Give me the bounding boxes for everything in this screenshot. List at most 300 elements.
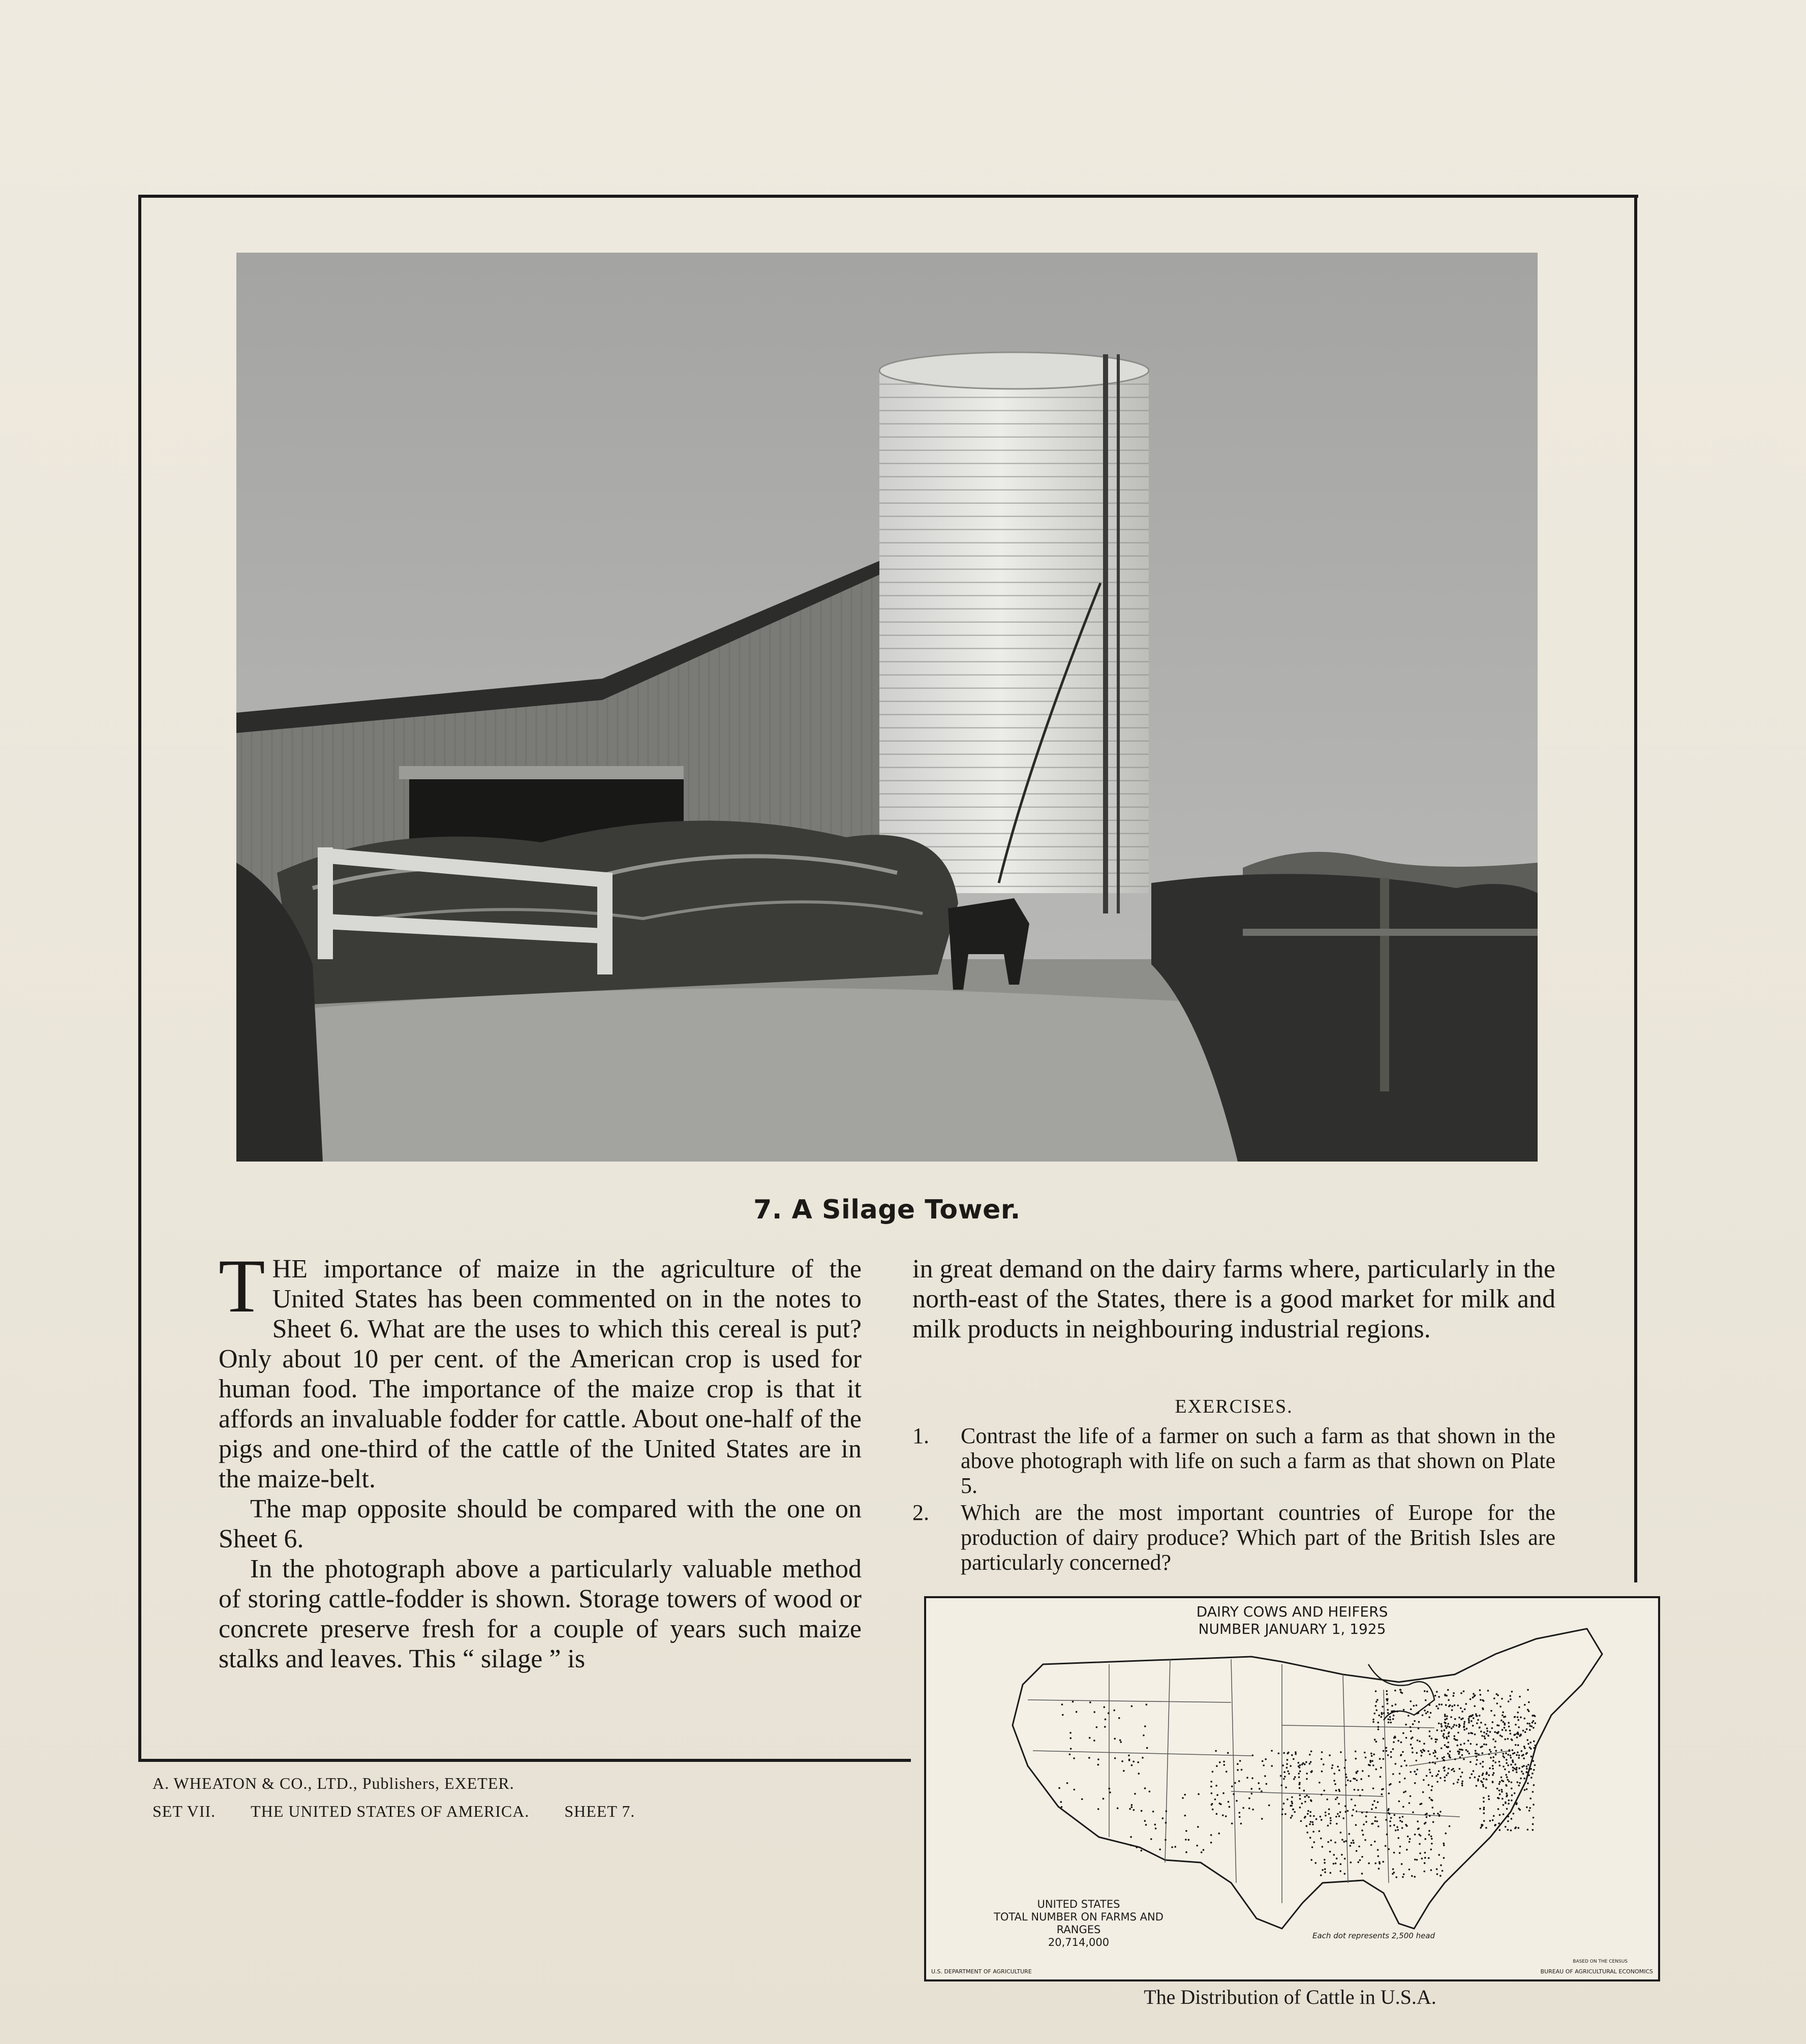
map-dot <box>1344 1759 1346 1761</box>
map-dot <box>1368 1764 1370 1766</box>
map-dot <box>1386 1834 1388 1836</box>
map-dot <box>1350 1862 1352 1864</box>
map-dot <box>1336 1857 1338 1859</box>
map-title-line-2: NUMBER JANUARY 1, 1925 <box>1198 1621 1386 1637</box>
map-dot <box>1403 1791 1405 1793</box>
map-dot <box>1508 1781 1510 1783</box>
map-dot <box>1283 1771 1285 1773</box>
map-dot <box>1465 1703 1467 1705</box>
map-dot <box>1473 1717 1475 1719</box>
map-dot <box>1493 1815 1495 1817</box>
map-dot <box>1419 1852 1421 1854</box>
map-dot <box>1320 1838 1322 1840</box>
map-dot <box>1372 1787 1374 1789</box>
map-dot <box>1444 1780 1446 1782</box>
map-dot <box>1502 1753 1504 1755</box>
map-dot <box>1529 1725 1531 1727</box>
map-dot <box>1130 1844 1132 1846</box>
map-dot <box>1211 1792 1213 1794</box>
map-dot <box>1486 1772 1488 1774</box>
map-dot <box>1373 1753 1375 1755</box>
map-dot <box>1471 1720 1473 1722</box>
map-dot <box>1410 1771 1412 1773</box>
map-dot <box>1359 1794 1361 1796</box>
map-dot <box>1327 1841 1329 1843</box>
map-dot <box>1264 1775 1266 1777</box>
map-dot <box>1494 1731 1496 1733</box>
map-dot <box>1307 1810 1309 1812</box>
map-dot <box>1448 1746 1450 1748</box>
map-dot <box>1395 1829 1397 1832</box>
map-dot <box>1152 1811 1154 1813</box>
map-dot <box>1454 1718 1456 1720</box>
map-dot <box>1399 1820 1401 1822</box>
map-dot <box>1214 1798 1216 1801</box>
map-dot <box>1533 1804 1535 1806</box>
map-dot <box>1132 1761 1135 1763</box>
map-dot <box>1459 1768 1461 1770</box>
map-dot <box>1427 1711 1429 1713</box>
map-dot <box>1338 1770 1340 1772</box>
map-dot <box>1251 1754 1253 1756</box>
map-dot <box>1146 1704 1148 1706</box>
map-dot <box>1414 1720 1416 1722</box>
exercise-item <box>912 1500 1555 1575</box>
map-dot <box>1509 1695 1511 1697</box>
map-dot <box>1291 1805 1293 1807</box>
map-dot <box>1441 1726 1443 1728</box>
map-dot <box>1474 1777 1476 1779</box>
map-dot <box>1345 1774 1347 1776</box>
map-dot <box>1344 1805 1346 1807</box>
map-dot <box>1483 1820 1485 1822</box>
map-dot <box>1261 1790 1263 1792</box>
map-dot <box>1356 1779 1358 1781</box>
map-dot <box>1438 1814 1441 1816</box>
map-dot <box>1523 1746 1525 1748</box>
map-dot <box>1069 1753 1071 1755</box>
map-dot <box>1350 1845 1352 1847</box>
map-dot <box>1201 1851 1203 1853</box>
map-dot <box>1507 1764 1509 1766</box>
map-dot <box>1518 1754 1520 1756</box>
map-dot <box>1365 1821 1367 1823</box>
map-dot <box>1133 1809 1135 1811</box>
map-dot <box>1437 1707 1439 1710</box>
map-dot <box>1447 1742 1449 1744</box>
map-dot <box>1441 1747 1443 1749</box>
map-dot <box>1138 1773 1140 1775</box>
map-dot <box>1174 1846 1176 1848</box>
map-dot <box>1514 1767 1516 1770</box>
map-dot <box>1239 1760 1241 1762</box>
silage-tower-photograph <box>236 253 1538 1162</box>
map-dot <box>1143 1734 1145 1736</box>
map-dot <box>1398 1801 1400 1803</box>
map-dot <box>1440 1865 1442 1867</box>
map-dot <box>1457 1781 1459 1783</box>
map-dot <box>1424 1852 1426 1854</box>
footer-set: SET VII. <box>152 1802 216 1820</box>
map-dot <box>1481 1774 1483 1776</box>
map-dot <box>1463 1725 1465 1727</box>
map-dot <box>1479 1727 1481 1729</box>
map-dot <box>1505 1752 1507 1754</box>
map-dot <box>1182 1797 1184 1799</box>
map-dot <box>1320 1816 1322 1818</box>
map-dot <box>1376 1820 1378 1822</box>
map-dot <box>1305 1761 1307 1763</box>
map-dot <box>1069 1737 1072 1740</box>
map-dot <box>1505 1826 1507 1828</box>
map-dot <box>1097 1808 1099 1810</box>
map-dot <box>1418 1727 1420 1729</box>
map-dot <box>1453 1771 1455 1773</box>
map-dot <box>1431 1775 1433 1777</box>
map-dot <box>1392 1773 1394 1775</box>
map-dot <box>1310 1750 1312 1752</box>
map-dot <box>1128 1755 1130 1757</box>
map-dot-key: Each dot represents 2,500 head <box>1312 1931 1435 1940</box>
map-dot <box>1283 1752 1285 1754</box>
map-dot <box>1323 1763 1325 1765</box>
map-dot <box>1283 1778 1285 1780</box>
map-dot <box>1461 1711 1463 1713</box>
map-dot <box>1524 1747 1526 1749</box>
map-dot <box>1444 1729 1446 1731</box>
map-dot <box>1488 1774 1490 1776</box>
map-dot <box>1524 1731 1526 1733</box>
map-dot <box>1533 1817 1535 1819</box>
map-dot <box>1503 1813 1505 1815</box>
map-dot <box>1498 1797 1500 1799</box>
map-dot <box>1374 1739 1376 1741</box>
map-dot <box>1436 1781 1438 1783</box>
map-dot <box>1198 1793 1200 1795</box>
map-dot <box>1409 1869 1411 1871</box>
map-dot <box>1356 1772 1358 1774</box>
map-dot <box>1368 1863 1370 1865</box>
map-dot <box>1499 1829 1501 1831</box>
map-dot <box>1483 1735 1485 1737</box>
map-dot <box>1447 1723 1449 1725</box>
map-dot <box>1529 1729 1531 1731</box>
map-dot <box>1494 1746 1496 1748</box>
map-dot <box>1302 1762 1304 1764</box>
map-dot <box>1097 1758 1099 1760</box>
map-dot <box>1445 1725 1447 1727</box>
map-dot <box>1436 1729 1438 1731</box>
map-dot <box>1437 1813 1439 1815</box>
map-dot <box>1298 1776 1300 1778</box>
map-dot <box>1281 1813 1283 1815</box>
map-dot <box>1440 1777 1442 1779</box>
map-dot <box>1241 1769 1243 1771</box>
map-dot <box>1105 1719 1107 1721</box>
map-dot <box>1477 1780 1479 1782</box>
map-dot <box>1386 1750 1388 1752</box>
map-dot <box>1457 1751 1459 1753</box>
map-dot <box>1506 1776 1508 1778</box>
map-dot <box>1293 1778 1295 1780</box>
map-dot <box>1397 1837 1399 1839</box>
map-dot <box>1396 1711 1398 1713</box>
map-dot <box>1425 1713 1427 1715</box>
map-dot <box>1480 1694 1482 1696</box>
map-dot <box>1390 1722 1392 1724</box>
map-dot <box>1464 1721 1466 1723</box>
map-dot <box>1299 1764 1301 1766</box>
map-dot <box>1508 1722 1510 1724</box>
map-dot <box>1323 1790 1325 1792</box>
map-dot <box>1526 1768 1528 1770</box>
map-dot <box>1390 1751 1392 1753</box>
map-dot <box>1366 1811 1368 1813</box>
map-dot <box>1335 1798 1337 1801</box>
map-dot <box>1185 1851 1187 1853</box>
map-dot <box>1463 1758 1465 1760</box>
map-dot <box>1446 1746 1448 1748</box>
map-dot <box>1506 1808 1508 1810</box>
map-dot <box>1371 1823 1373 1825</box>
map-dot <box>1337 1813 1339 1815</box>
map-dot <box>1479 1808 1481 1810</box>
map-dot <box>1372 1721 1374 1723</box>
map-dot <box>1295 1751 1297 1753</box>
map-dot <box>1482 1709 1484 1711</box>
map-dot <box>1433 1813 1435 1815</box>
map-dot <box>1357 1789 1359 1791</box>
map-dot <box>1313 1815 1315 1817</box>
map-dot <box>1514 1733 1516 1735</box>
map-dot <box>1438 1854 1440 1856</box>
map-dot <box>1093 1711 1095 1713</box>
map-dot <box>1428 1830 1430 1832</box>
map-dot <box>1492 1721 1494 1723</box>
map-dot <box>1478 1776 1480 1778</box>
map-dot <box>1321 1751 1323 1753</box>
map-dot <box>1435 1705 1437 1707</box>
map-dot <box>1461 1785 1463 1787</box>
map-dot <box>1522 1754 1524 1756</box>
map-dot <box>1073 1789 1075 1791</box>
map-dot <box>1484 1724 1486 1726</box>
map-dot <box>1061 1703 1063 1705</box>
map-dot <box>1304 1801 1306 1803</box>
map-dot <box>1309 1815 1311 1817</box>
map-dot <box>1515 1724 1517 1726</box>
map-dot <box>1483 1812 1485 1814</box>
map-dot <box>1385 1747 1387 1749</box>
frame-rule-top <box>140 195 1638 198</box>
map-dot <box>1165 1839 1167 1841</box>
map-dot <box>1427 1750 1429 1752</box>
map-dot <box>1466 1728 1468 1730</box>
map-dot <box>1447 1753 1449 1755</box>
map-dot <box>1457 1779 1459 1781</box>
map-dot <box>1375 1701 1378 1703</box>
map-dot <box>1401 1863 1403 1865</box>
map-dot <box>1472 1725 1474 1727</box>
map-dot <box>1526 1752 1528 1754</box>
map-dot <box>1493 1697 1495 1699</box>
map-dot <box>1309 1754 1311 1756</box>
map-dot <box>1354 1789 1356 1791</box>
map-dot <box>1363 1823 1365 1825</box>
map-dot <box>1480 1827 1482 1829</box>
map-dot <box>1475 1750 1477 1752</box>
map-dot <box>1429 1704 1431 1706</box>
map-dot <box>1443 1737 1445 1739</box>
map-dot <box>1361 1856 1363 1858</box>
map-dot <box>1532 1715 1534 1717</box>
map-dot <box>1494 1741 1496 1743</box>
map-dot <box>1533 1769 1535 1771</box>
map-dot <box>1436 1873 1438 1875</box>
map-dot <box>1508 1799 1510 1802</box>
map-dot <box>1409 1841 1411 1843</box>
map-dot <box>1380 1716 1382 1718</box>
map-dot <box>1533 1741 1535 1743</box>
map-dot <box>1376 1699 1379 1701</box>
map-dot <box>1449 1751 1451 1753</box>
map-dot <box>1131 1764 1133 1766</box>
map-dot <box>1428 1834 1430 1836</box>
map-dot <box>1321 1819 1323 1821</box>
map-dot <box>1395 1703 1397 1705</box>
map-dot <box>1507 1738 1509 1740</box>
map-dot <box>1527 1689 1529 1691</box>
map-dot <box>1386 1690 1388 1692</box>
map-dot <box>1329 1872 1331 1874</box>
map-dot <box>1436 1868 1438 1870</box>
map-dot <box>1475 1785 1477 1787</box>
map-dot <box>1402 1751 1404 1753</box>
map-dot <box>1081 1798 1083 1800</box>
map-dot <box>1405 1824 1407 1826</box>
map-dot <box>1320 1874 1322 1876</box>
map-dot <box>1227 1752 1229 1754</box>
map-dot <box>1484 1737 1486 1740</box>
map-dot <box>1405 1737 1407 1739</box>
map-dot <box>1523 1778 1525 1780</box>
map-dot <box>1475 1753 1477 1755</box>
map-dot <box>1240 1823 1242 1825</box>
map-dot <box>1483 1778 1485 1780</box>
map-dot <box>1432 1821 1434 1823</box>
map-dot <box>1291 1815 1293 1817</box>
map-dot <box>1482 1773 1484 1775</box>
map-dot <box>1382 1861 1384 1863</box>
map-dot <box>1453 1692 1455 1694</box>
map-dot <box>1413 1705 1415 1707</box>
map-dot <box>1483 1744 1485 1746</box>
map-dot <box>1489 1820 1491 1822</box>
map-dot <box>1443 1843 1445 1845</box>
map-total-label <box>972 1898 1185 1949</box>
map-dot <box>1394 1710 1396 1712</box>
map-dot <box>1501 1720 1503 1722</box>
map-dot <box>1483 1807 1485 1809</box>
map-dot <box>1382 1788 1384 1790</box>
map-dot <box>1322 1846 1324 1848</box>
map-dot <box>1383 1712 1385 1714</box>
map-dot <box>1131 1705 1133 1707</box>
map-dot <box>1412 1811 1414 1813</box>
map-dot <box>1515 1744 1517 1746</box>
frame-rule-left <box>138 195 141 1760</box>
map-dot <box>1380 1776 1382 1778</box>
map-dot <box>1470 1743 1472 1745</box>
map-dot <box>1449 1825 1451 1827</box>
map-dot <box>1134 1793 1136 1795</box>
map-dot <box>1399 1817 1401 1819</box>
map-dot <box>1504 1716 1506 1718</box>
map-dot <box>1076 1711 1078 1713</box>
map-dot <box>1529 1797 1532 1799</box>
map-dot <box>1400 1742 1402 1744</box>
map-dot <box>1444 1694 1446 1696</box>
map-dot <box>1494 1824 1496 1826</box>
map-dot <box>1393 1852 1395 1854</box>
map-dot <box>1145 1824 1147 1826</box>
map-dot <box>1412 1747 1414 1749</box>
map-dot <box>1511 1739 1513 1741</box>
map-dot <box>1108 1712 1110 1714</box>
map-dot <box>1392 1748 1394 1750</box>
map-dot <box>1517 1744 1519 1746</box>
map-dot <box>1486 1730 1488 1732</box>
map-dot <box>1530 1748 1532 1750</box>
map-dot <box>1306 1825 1308 1827</box>
map-dot <box>1426 1816 1428 1818</box>
map-dot <box>1335 1790 1337 1792</box>
map-dot <box>1521 1771 1523 1773</box>
map-dot <box>1505 1802 1507 1804</box>
map-dot <box>1463 1690 1465 1692</box>
map-dot <box>1288 1752 1290 1754</box>
map-title <box>926 1603 1658 1638</box>
map-dot <box>1406 1849 1408 1851</box>
map-dot <box>1261 1818 1263 1820</box>
map-dot <box>1425 1814 1427 1816</box>
map-dot <box>1312 1823 1314 1825</box>
map-dot <box>1372 1804 1374 1806</box>
map-dot <box>1420 1835 1422 1837</box>
map-dot <box>1511 1691 1513 1693</box>
map-dot <box>1447 1689 1449 1691</box>
map-dot <box>1492 1767 1494 1770</box>
map-dot <box>1344 1873 1346 1875</box>
map-dot <box>1428 1716 1430 1718</box>
map-dot <box>1303 1790 1305 1792</box>
map-dot <box>1510 1733 1512 1735</box>
map-dot <box>1445 1704 1447 1706</box>
map-dot <box>1457 1704 1459 1706</box>
map-dot <box>1310 1761 1312 1763</box>
map-dot <box>1330 1840 1332 1842</box>
map-dot <box>1512 1749 1514 1751</box>
map-dot <box>1506 1762 1508 1764</box>
map-dot <box>1461 1780 1463 1782</box>
map-dot <box>1328 1808 1330 1810</box>
map-dot <box>1501 1791 1503 1793</box>
map-dot <box>1378 1726 1380 1728</box>
map-total-line-1: UNITED STATES <box>1037 1898 1120 1910</box>
map-dot <box>1131 1804 1133 1806</box>
map-dot <box>1411 1875 1413 1877</box>
map-dot <box>1335 1863 1337 1865</box>
